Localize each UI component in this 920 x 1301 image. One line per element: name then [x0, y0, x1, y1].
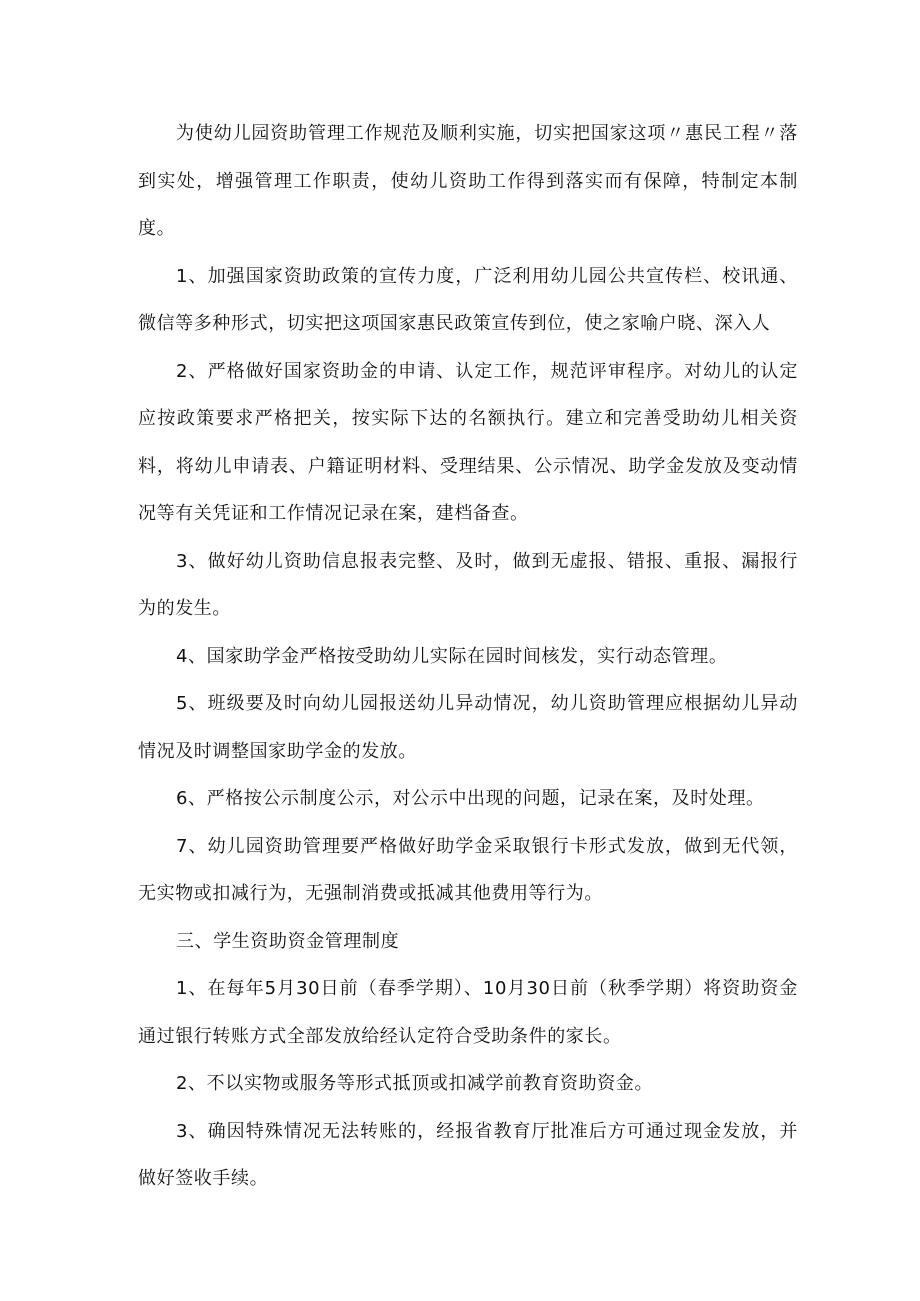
- item-7-paragraph: 7、幼儿园资助管理要严格做好助学金采取银行卡形式发放，做到无代领，无实物或扣减行为，无强制消费或抵减其他费用等行为。: [138, 835, 798, 904]
- document-body: [138, 110, 798, 1203]
- item-4-paragraph: 4、国家助学金严格按受助幼儿实际在园时间核发，实行动态管理。: [176, 645, 728, 667]
- fund-item-2-paragraph: 2、不以实物或服务等形式抵顶或扣减学前教育资助资金。: [176, 1073, 654, 1094]
- item-3-paragraph: 3、做好幼儿资助信息报表完整、及时，做到无虚报、错报、重报、漏报行为的发生。: [138, 550, 798, 619]
- fund-item-1-paragraph: 1、在每年5月30日前（春季学期）、10月30日前（秋季学期）将资助资金通过银行转账方式全部发放给经认定符合受助条件的家长。: [138, 978, 798, 1047]
- section-heading: 三、学生资助资金管理制度: [176, 930, 400, 952]
- item-5-paragraph: 5、班级要及时向幼儿园报送幼儿异动情况，幼儿资助管理应根据幼儿异动情况及时调整国家助学金的发放。: [138, 693, 798, 762]
- item-1-paragraph: 1、加强国家资助政策的宣传力度，广泛利用幼儿园公共宣传栏、校讯通、微信等多种形式，切实把这项国家惠民政策宣传到位，使之家喻户晓、深入人: [138, 265, 798, 334]
- fund-item-3-paragraph: 3、确因特殊情况无法转账的，经报省教育厅批准后方可通过现金发放，并做好签收手续。: [138, 1120, 798, 1189]
- item-2-paragraph: 2、严格做好国家资助金的申请、认定工作，规范评审程序。对幼儿的认定应按政策要求严格把关，按实际下达的名额执行。建立和完善受助幼儿相关资料，将幼儿申请表、户籍证明材料、受理结果、公示情况、助学金发放及变动情况等有关凭证和工作情况记录在案，建档备查。: [138, 360, 798, 524]
- intro-paragraph: 为使幼儿园资助管理工作规范及顺利实施，切实把国家这项〃惠民工程〃落到实处，增强管理工作职责，使幼儿资助工作得到落实而有保障，特制定本制度。: [138, 123, 798, 239]
- item-6-paragraph: 6、严格按公示制度公示，对公示中出现的问题，记录在案，及时处理。: [176, 788, 765, 809]
